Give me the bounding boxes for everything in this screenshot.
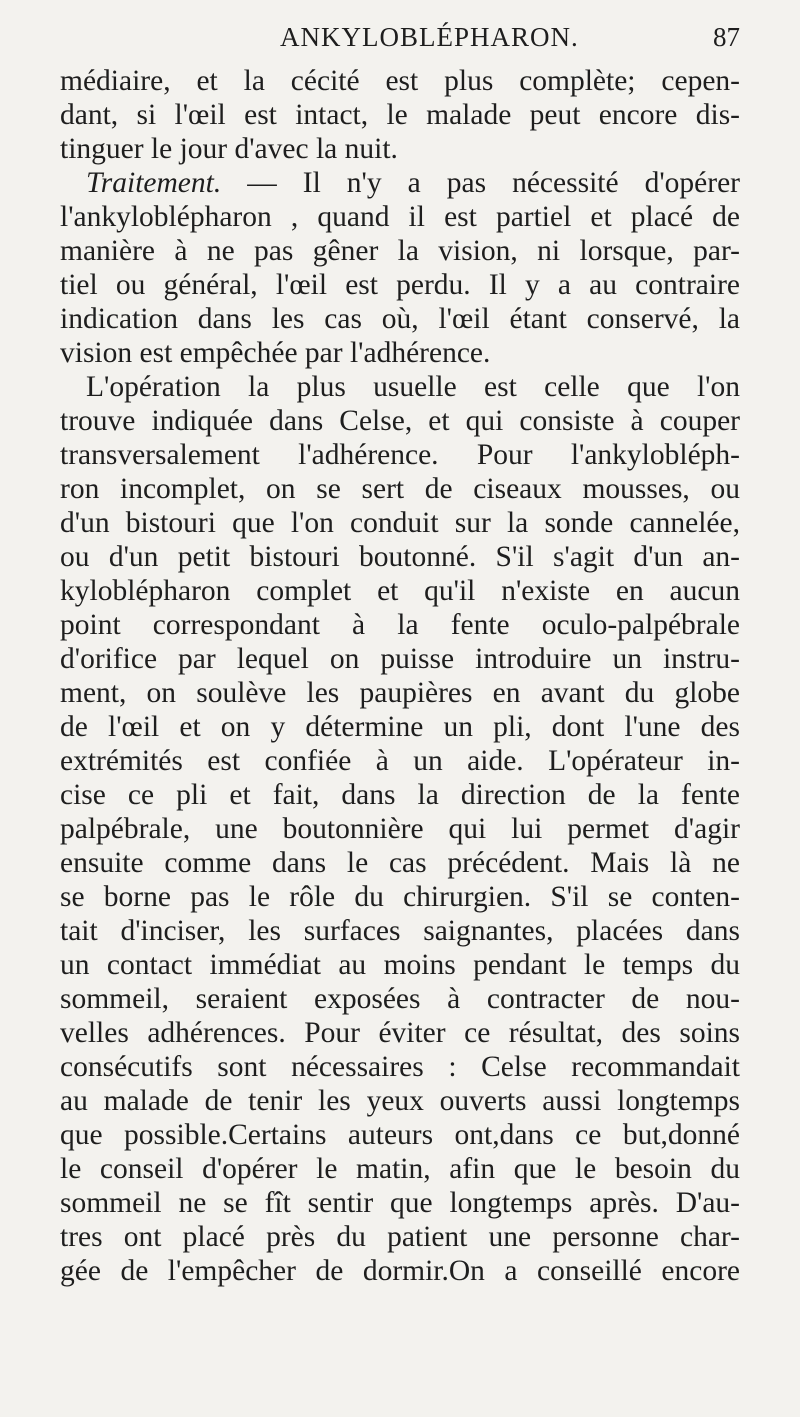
line-text: au malade de tenir les yeux ouverts aussi longtemps (60, 1085, 740, 1117)
text-line (60, 778, 740, 812)
text-line (60, 1084, 740, 1118)
text-line (60, 846, 740, 880)
line-text: transversalement l'adhérence. Pour l'ankylobléph- (60, 439, 740, 471)
text-line (60, 540, 740, 574)
text-line (60, 1152, 740, 1186)
section-heading: Traitement. (86, 167, 222, 199)
line-text: l'ankyloblépharon , quand il est partiel et placé de (60, 201, 740, 233)
line-text: point correspondant à la fente oculo-palpébrale (60, 609, 740, 641)
text-line (60, 336, 740, 370)
running-title: ANKYLOBLÉPHARON. (280, 22, 579, 52)
line-text: manière à ne pas gêner la vision, ni lorsque, par- (60, 235, 740, 267)
line-text: d'orifice par lequel on puisse introduire un instru- (60, 643, 740, 675)
text-line (60, 1254, 740, 1288)
line-text: vision est empêchée par l'adhérence. (60, 337, 491, 369)
text-line (60, 472, 740, 506)
text-line (60, 200, 740, 234)
text-line (60, 438, 740, 472)
line-text: ou d'un petit bistouri boutonné. S'il s'agit d'un an- (60, 541, 740, 573)
line-text: le conseil d'opérer le matin, afin que le besoin du (60, 1153, 740, 1185)
line-text: — Il n'y a pas nécessité d'opérer (221, 167, 740, 199)
text-line (60, 166, 740, 200)
text-line (60, 64, 740, 98)
line-text: sommeil, seraient exposées à contracter de nou- (60, 983, 740, 1015)
line-text: indication dans les cas où, l'œil étant conservé, la (60, 303, 740, 335)
text-line (60, 98, 740, 132)
text-line (60, 948, 740, 982)
line-text: dant, si l'œil est intact, le malade peut encore dis- (60, 99, 740, 131)
text-line (60, 574, 740, 608)
line-text: médiaire, et la cécité est plus complète; cepen- (60, 65, 740, 97)
line-text: se borne pas le rôle du chirurgien. S'il se conten- (60, 881, 740, 913)
text-line (60, 1118, 740, 1152)
line-text: velles adhérences. Pour éviter ce résultat, des soins (60, 1017, 740, 1049)
line-text: d'un bistouri que l'on conduit sur la sonde cannelée, (60, 507, 740, 539)
line-text: palpébrale, une boutonnière qui lui permet d'agir (60, 813, 740, 845)
line-text: kyloblépharon complet et qu'il n'existe en aucun (60, 575, 740, 607)
line-text: que possible.Certains auteurs ont,dans ce but,donné (60, 1119, 740, 1151)
text-line (60, 1050, 740, 1084)
line-text: gée de l'empêcher de dormir.On a conseillé encore (60, 1255, 740, 1287)
line-text: cise ce pli et fait, dans la direction de la fente (60, 779, 740, 811)
line-text: sommeil ne se fît sentir que longtemps après. D'au- (60, 1187, 740, 1219)
line-text: tres ont placé près du patient une personne char- (60, 1221, 740, 1253)
text-line (60, 506, 740, 540)
page-header (60, 14, 740, 64)
line-text: tiel ou général, l'œil est perdu. Il y a au contraire (60, 269, 740, 301)
text-line (60, 404, 740, 438)
text-line (60, 608, 740, 642)
text-line (60, 1016, 740, 1050)
text-line (60, 744, 740, 778)
text-line (60, 710, 740, 744)
text-line (60, 1220, 740, 1254)
text-line (60, 234, 740, 268)
line-text: trouve indiquée dans Celse, et qui consiste à couper (60, 405, 740, 437)
text-line (60, 880, 740, 914)
page-number: 87 (713, 22, 740, 52)
text-line (60, 1186, 740, 1220)
text-line (60, 370, 740, 404)
text-line (60, 268, 740, 302)
line-text: de l'œil et on y détermine un pli, dont l'une des (60, 711, 740, 743)
line-text: tait d'inciser, les surfaces saignantes, placées dans (60, 915, 740, 947)
text-line (60, 642, 740, 676)
line-text: un contact immédiat au moins pendant le temps du (60, 949, 740, 981)
line-text: extrémités est confiée à un aide. L'opérateur in- (60, 745, 740, 777)
line-text: tinguer le jour d'avec la nuit. (60, 133, 398, 165)
line-text: ment, on soulève les paupières en avant du globe (60, 677, 740, 709)
text-line (60, 982, 740, 1016)
line-text: L'opération la plus usuelle est celle que l'on (86, 371, 740, 403)
text-line (60, 132, 740, 166)
line-text: ron incomplet, on se sert de ciseaux mousses, ou (60, 473, 740, 505)
body-text (60, 64, 740, 1288)
text-line (60, 302, 740, 336)
text-line (60, 914, 740, 948)
line-text: consécutifs sont nécessaires : Celse recommandait (60, 1051, 740, 1083)
text-line (60, 812, 740, 846)
line-text: ensuite comme dans le cas précédent. Mais là ne (60, 847, 740, 879)
text-line (60, 676, 740, 710)
